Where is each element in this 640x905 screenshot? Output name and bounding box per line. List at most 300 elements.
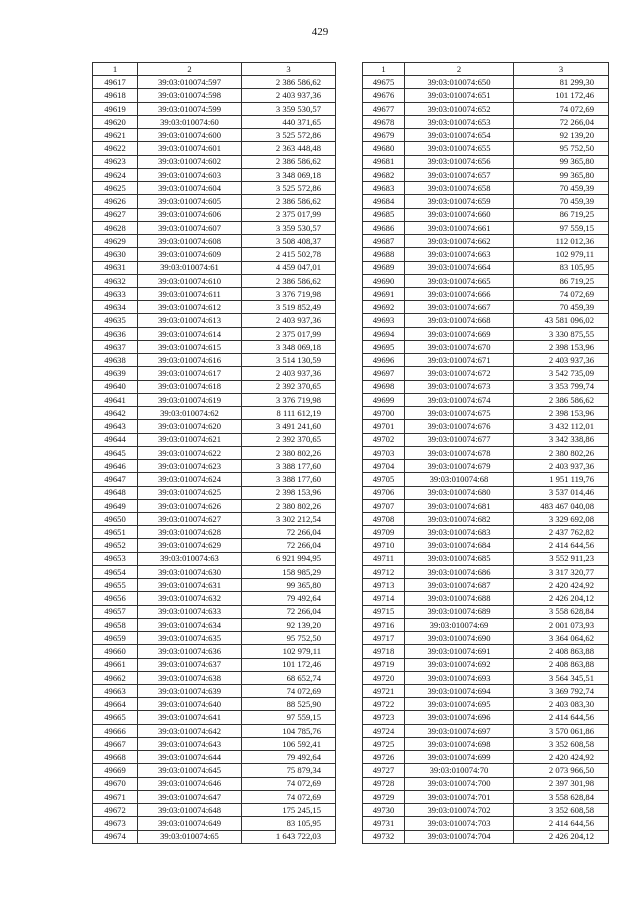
cadastral-number: 39:03:010074:654	[405, 129, 514, 142]
table-row	[93, 618, 336, 631]
cadastral-number: 39:03:010074:639	[138, 685, 242, 698]
table-row	[93, 804, 336, 817]
row-number: 49635	[93, 314, 138, 327]
cadastral-number: 39:03:010074:648	[138, 804, 242, 817]
row-number: 49629	[93, 235, 138, 248]
cadastral-number: 39:03:010074:645	[138, 764, 242, 777]
cadastral-value: 70 459,39	[514, 182, 609, 195]
table-row	[93, 367, 336, 380]
table-row	[93, 129, 336, 142]
row-number: 49630	[93, 248, 138, 261]
table-row	[93, 790, 336, 803]
cadastral-value: 2 073 966,50	[514, 764, 609, 777]
cadastral-value: 2 375 017,99	[242, 208, 336, 221]
table-row	[363, 76, 609, 89]
cadastral-value: 92 139,20	[242, 618, 336, 631]
cadastral-value: 483 467 040,08	[514, 499, 609, 512]
cadastral-value: 175 245,15	[242, 804, 336, 817]
cadastral-value: 2 001 073,93	[514, 618, 609, 631]
cadastral-value: 3 329 692,08	[514, 512, 609, 525]
row-number: 49695	[363, 340, 405, 353]
cadastral-number: 39:03:010074:684	[405, 539, 514, 552]
cadastral-value: 3 564 345,51	[514, 671, 609, 684]
cadastral-value: 2 414 644,56	[514, 539, 609, 552]
table-row	[363, 499, 609, 512]
cadastral-number: 39:03:010074:631	[138, 579, 242, 592]
cadastral-number: 39:03:010074:610	[138, 274, 242, 287]
cadastral-number: 39:03:010074:614	[138, 327, 242, 340]
row-number: 49699	[363, 393, 405, 406]
row-number: 49708	[363, 512, 405, 525]
row-number: 49730	[363, 804, 405, 817]
table-row	[93, 817, 336, 830]
cadastral-number: 39:03:010074:690	[405, 632, 514, 645]
table-row	[363, 380, 609, 393]
cadastral-number: 39:03:010074:642	[138, 724, 242, 737]
row-number: 49623	[93, 155, 138, 168]
table-row	[93, 685, 336, 698]
cadastral-number: 39:03:010074:603	[138, 168, 242, 181]
row-number: 49715	[363, 605, 405, 618]
cadastral-value: 3 525 572,86	[242, 129, 336, 142]
cadastral-value: 2 386 586,62	[242, 76, 336, 89]
row-number: 49659	[93, 632, 138, 645]
table-row	[93, 208, 336, 221]
cadastral-value: 95 752,50	[242, 632, 336, 645]
row-number: 49628	[93, 221, 138, 234]
table-row	[363, 195, 609, 208]
cadastral-value: 2 386 586,62	[514, 393, 609, 406]
table-row	[363, 565, 609, 578]
cadastral-value: 2 363 448,48	[242, 142, 336, 155]
cadastral-number: 39:03:010074:686	[405, 565, 514, 578]
cadastral-number: 39:03:010074:65	[138, 830, 242, 843]
table-row	[363, 460, 609, 473]
table-row	[363, 182, 609, 195]
row-number: 49726	[363, 751, 405, 764]
table-row	[363, 764, 609, 777]
table-row	[93, 671, 336, 684]
table-row	[93, 526, 336, 539]
table-row	[363, 155, 609, 168]
row-number: 49670	[93, 777, 138, 790]
cadastral-value: 70 459,39	[514, 195, 609, 208]
table-row	[363, 473, 609, 486]
cadastral-number: 39:03:010074:702	[405, 804, 514, 817]
cadastral-value: 4 459 047,01	[242, 261, 336, 274]
cadastral-number: 39:03:010074:650	[405, 76, 514, 89]
cadastral-number: 39:03:010074:625	[138, 486, 242, 499]
table-row	[363, 512, 609, 525]
table-row	[93, 579, 336, 592]
cadastral-number: 39:03:010074:660	[405, 208, 514, 221]
table-row	[93, 102, 336, 115]
cadastral-value: 2 398 153,96	[514, 340, 609, 353]
cadastral-number: 39:03:010074:697	[405, 724, 514, 737]
table-row	[93, 380, 336, 393]
cadastral-value: 2 420 424,92	[514, 751, 609, 764]
table-row	[363, 711, 609, 724]
cadastral-number: 39:03:010074:619	[138, 393, 242, 406]
row-number: 49676	[363, 89, 405, 102]
row-number: 49729	[363, 790, 405, 803]
cadastral-number: 39:03:010074:657	[405, 168, 514, 181]
row-number: 49702	[363, 433, 405, 446]
row-number: 49621	[93, 129, 138, 142]
cadastral-number: 39:03:010074:704	[405, 830, 514, 843]
cadastral-number: 39:03:010074:665	[405, 274, 514, 287]
row-number: 49666	[93, 724, 138, 737]
cadastral-number: 39:03:010074:637	[138, 658, 242, 671]
cadastral-number: 39:03:010074:629	[138, 539, 242, 552]
cadastral-number: 39:03:010074:687	[405, 579, 514, 592]
cadastral-number: 39:03:010074:616	[138, 354, 242, 367]
cadastral-value: 3 359 530,57	[242, 221, 336, 234]
row-number: 49617	[93, 76, 138, 89]
cadastral-number: 39:03:010074:600	[138, 129, 242, 142]
row-number: 49662	[93, 671, 138, 684]
cadastral-value: 3 369 792,74	[514, 685, 609, 698]
row-number: 49660	[93, 645, 138, 658]
cadastral-value: 2 403 937,36	[514, 354, 609, 367]
cadastral-value: 2 408 863,88	[514, 658, 609, 671]
table-row	[93, 407, 336, 420]
table-row	[93, 830, 336, 843]
cadastral-number: 39:03:010074:663	[405, 248, 514, 261]
cadastral-number: 39:03:010074:601	[138, 142, 242, 155]
table-row	[93, 433, 336, 446]
row-number: 49717	[363, 632, 405, 645]
row-number: 49709	[363, 526, 405, 539]
cadastral-value: 440 371,65	[242, 115, 336, 128]
cadastral-number: 39:03:010074:698	[405, 737, 514, 750]
cadastral-value: 3 348 069,18	[242, 168, 336, 181]
row-number: 49620	[93, 115, 138, 128]
cadastral-number: 39:03:010074:646	[138, 777, 242, 790]
cadastral-number: 39:03:010074:689	[405, 605, 514, 618]
row-number: 49686	[363, 221, 405, 234]
table-row	[93, 235, 336, 248]
row-number: 49706	[363, 486, 405, 499]
cadastral-value: 3 552 911,23	[514, 552, 609, 565]
table-row	[93, 354, 336, 367]
row-number: 49672	[93, 804, 138, 817]
row-number: 49711	[363, 552, 405, 565]
cadastral-value: 74 072,69	[242, 685, 336, 698]
cadastral-value: 2 426 204,12	[514, 592, 609, 605]
table-row	[93, 539, 336, 552]
cadastral-value: 2 380 802,26	[242, 446, 336, 459]
row-number: 49712	[363, 565, 405, 578]
table-row	[93, 737, 336, 750]
cadastral-value: 81 299,30	[514, 76, 609, 89]
row-number: 49627	[93, 208, 138, 221]
cadastral-value: 2 375 017,99	[242, 327, 336, 340]
row-number: 49718	[363, 645, 405, 658]
cadastral-number: 39:03:010074:703	[405, 817, 514, 830]
cadastral-value: 3 570 061,86	[514, 724, 609, 737]
row-number: 49731	[363, 817, 405, 830]
cadastral-number: 39:03:010074:649	[138, 817, 242, 830]
cadastral-number: 39:03:010074:630	[138, 565, 242, 578]
cadastral-number: 39:03:010074:658	[405, 182, 514, 195]
row-number: 49663	[93, 685, 138, 698]
table-row	[363, 327, 609, 340]
row-number: 49675	[363, 76, 405, 89]
row-number: 49624	[93, 168, 138, 181]
table-row	[363, 539, 609, 552]
table-row	[93, 751, 336, 764]
cadastral-value: 104 785,76	[242, 724, 336, 737]
cadastral-number: 39:03:010074:661	[405, 221, 514, 234]
right-cadastral-table	[362, 62, 609, 844]
cadastral-value: 2 398 153,96	[514, 407, 609, 420]
cadastral-value: 2 403 083,30	[514, 698, 609, 711]
table-row	[93, 115, 336, 128]
cadastral-number: 39:03:010074:681	[405, 499, 514, 512]
table-row	[363, 235, 609, 248]
cadastral-value: 3 388 177,60	[242, 460, 336, 473]
cadastral-value: 3 348 069,18	[242, 340, 336, 353]
row-number: 49671	[93, 790, 138, 803]
table-row	[363, 830, 609, 843]
cadastral-number: 39:03:010074:622	[138, 446, 242, 459]
row-number: 49697	[363, 367, 405, 380]
cadastral-number: 39:03:010074:643	[138, 737, 242, 750]
cadastral-value: 99 365,80	[514, 168, 609, 181]
table-row	[93, 777, 336, 790]
cadastral-value: 2 420 424,92	[514, 579, 609, 592]
table-row	[93, 155, 336, 168]
cadastral-number: 39:03:010074:599	[138, 102, 242, 115]
table-row	[93, 552, 336, 565]
table-row	[363, 579, 609, 592]
cadastral-number: 39:03:010074:69	[405, 618, 514, 631]
table-header-row	[363, 63, 609, 76]
cadastral-number: 39:03:010074:699	[405, 751, 514, 764]
table-row	[363, 340, 609, 353]
table-row	[363, 433, 609, 446]
table-header-row	[93, 63, 336, 76]
row-number: 49684	[363, 195, 405, 208]
table-row	[93, 248, 336, 261]
cadastral-value: 2 380 802,26	[514, 446, 609, 459]
cadastral-number: 39:03:010074:672	[405, 367, 514, 380]
table-row	[93, 698, 336, 711]
row-number: 49725	[363, 737, 405, 750]
column-header: 1	[363, 63, 405, 76]
table-row	[363, 552, 609, 565]
table-row	[363, 698, 609, 711]
cadastral-number: 39:03:010074:691	[405, 645, 514, 658]
left-cadastral-table	[92, 62, 336, 844]
cadastral-number: 39:03:010074:700	[405, 777, 514, 790]
cadastral-number: 39:03:010074:659	[405, 195, 514, 208]
cadastral-value: 97 559,15	[242, 711, 336, 724]
cadastral-value: 3 558 628,84	[514, 790, 609, 803]
row-number: 49655	[93, 579, 138, 592]
table-row	[363, 817, 609, 830]
table-row	[93, 592, 336, 605]
row-number: 49650	[93, 512, 138, 525]
cadastral-number: 39:03:010074:608	[138, 235, 242, 248]
table-row	[363, 407, 609, 420]
cadastral-value: 158 985,29	[242, 565, 336, 578]
cadastral-number: 39:03:010074:606	[138, 208, 242, 221]
cadastral-number: 39:03:010074:620	[138, 420, 242, 433]
cadastral-value: 1 951 119,76	[514, 473, 609, 486]
row-number: 49651	[93, 526, 138, 539]
table-row	[363, 129, 609, 142]
row-number: 49690	[363, 274, 405, 287]
table-row	[93, 327, 336, 340]
cadastral-number: 39:03:010074:677	[405, 433, 514, 446]
cadastral-value: 3 353 799,74	[514, 380, 609, 393]
table-row	[363, 261, 609, 274]
row-number: 49680	[363, 142, 405, 155]
cadastral-value: 74 072,69	[242, 790, 336, 803]
cadastral-number: 39:03:010074:688	[405, 592, 514, 605]
table-row	[93, 605, 336, 618]
cadastral-number: 39:03:010074:667	[405, 301, 514, 314]
table-row	[363, 632, 609, 645]
row-number: 49685	[363, 208, 405, 221]
cadastral-number: 39:03:010074:617	[138, 367, 242, 380]
cadastral-value: 92 139,20	[514, 129, 609, 142]
cadastral-number: 39:03:010074:636	[138, 645, 242, 658]
row-number: 49642	[93, 407, 138, 420]
cadastral-value: 3 542 735,09	[514, 367, 609, 380]
table-row	[93, 764, 336, 777]
row-number: 49679	[363, 129, 405, 142]
cadastral-value: 3 376 719,98	[242, 393, 336, 406]
column-header: 2	[138, 63, 242, 76]
cadastral-value: 2 408 863,88	[514, 645, 609, 658]
row-number: 49661	[93, 658, 138, 671]
table-row	[363, 287, 609, 300]
cadastral-number: 39:03:010074:607	[138, 221, 242, 234]
page-number: 429	[311, 26, 329, 38]
cadastral-number: 39:03:010074:624	[138, 473, 242, 486]
table-row	[363, 605, 609, 618]
cadastral-number: 39:03:010074:678	[405, 446, 514, 459]
cadastral-value: 102 979,11	[514, 248, 609, 261]
cadastral-value: 74 072,69	[514, 102, 609, 115]
cadastral-value: 2 437 762,82	[514, 526, 609, 539]
row-number: 49667	[93, 737, 138, 750]
cadastral-value: 3 342 338,86	[514, 433, 609, 446]
cadastral-value: 3 388 177,60	[242, 473, 336, 486]
cadastral-value: 2 415 502,78	[242, 248, 336, 261]
cadastral-value: 2 403 937,36	[242, 367, 336, 380]
cadastral-number: 39:03:010074:634	[138, 618, 242, 631]
cadastral-value: 112 012,36	[514, 235, 609, 248]
cadastral-number: 39:03:010074:668	[405, 314, 514, 327]
table-row	[93, 182, 336, 195]
cadastral-number: 39:03:010074:60	[138, 115, 242, 128]
row-number: 49705	[363, 473, 405, 486]
row-number: 49634	[93, 301, 138, 314]
table-row	[363, 168, 609, 181]
row-number: 49723	[363, 711, 405, 724]
cadastral-value: 95 752,50	[514, 142, 609, 155]
cadastral-number: 39:03:010074:676	[405, 420, 514, 433]
cadastral-value: 97 559,15	[514, 221, 609, 234]
cadastral-value: 83 105,95	[242, 817, 336, 830]
row-number: 49728	[363, 777, 405, 790]
cadastral-number: 39:03:010074:670	[405, 340, 514, 353]
cadastral-value: 2 386 586,62	[242, 195, 336, 208]
row-number: 49622	[93, 142, 138, 155]
table-row	[93, 486, 336, 499]
cadastral-value: 75 879,34	[242, 764, 336, 777]
cadastral-number: 39:03:010074:611	[138, 287, 242, 300]
row-number: 49633	[93, 287, 138, 300]
cadastral-value: 1 643 722,03	[242, 830, 336, 843]
table-row	[363, 724, 609, 737]
table-row	[363, 618, 609, 631]
table-row	[93, 76, 336, 89]
row-number: 49677	[363, 102, 405, 115]
row-number: 49643	[93, 420, 138, 433]
cadastral-value: 3 537 014,46	[514, 486, 609, 499]
cadastral-number: 39:03:010074:70	[405, 764, 514, 777]
table-row	[363, 804, 609, 817]
row-number: 49631	[93, 261, 138, 274]
cadastral-value: 72 266,04	[242, 526, 336, 539]
table-row	[363, 486, 609, 499]
row-number: 49673	[93, 817, 138, 830]
table-row	[93, 274, 336, 287]
table-row	[363, 301, 609, 314]
row-number: 49714	[363, 592, 405, 605]
cadastral-value: 2 414 644,56	[514, 711, 609, 724]
row-number: 49644	[93, 433, 138, 446]
row-number: 49724	[363, 724, 405, 737]
row-number: 49674	[93, 830, 138, 843]
cadastral-value: 86 719,25	[514, 208, 609, 221]
column-header: 1	[93, 63, 138, 76]
row-number: 49689	[363, 261, 405, 274]
cadastral-number: 39:03:010074:653	[405, 115, 514, 128]
table-row	[93, 314, 336, 327]
row-number: 49637	[93, 340, 138, 353]
cadastral-value: 3 376 719,98	[242, 287, 336, 300]
cadastral-number: 39:03:010074:685	[405, 552, 514, 565]
cadastral-value: 2 403 937,36	[514, 460, 609, 473]
cadastral-value: 99 365,80	[514, 155, 609, 168]
cadastral-number: 39:03:010074:662	[405, 235, 514, 248]
row-number: 49707	[363, 499, 405, 512]
cadastral-number: 39:03:010074:62	[138, 407, 242, 420]
cadastral-value: 2 398 153,96	[242, 486, 336, 499]
cadastral-number: 39:03:010074:679	[405, 460, 514, 473]
table-row	[93, 724, 336, 737]
row-number: 49722	[363, 698, 405, 711]
row-number: 49632	[93, 274, 138, 287]
row-number: 49669	[93, 764, 138, 777]
cadastral-number: 39:03:010074:674	[405, 393, 514, 406]
table-row	[363, 89, 609, 102]
cadastral-value: 72 266,04	[514, 115, 609, 128]
cadastral-number: 39:03:010074:598	[138, 89, 242, 102]
row-number: 49657	[93, 605, 138, 618]
cadastral-value: 99 365,80	[242, 579, 336, 592]
row-number: 49647	[93, 473, 138, 486]
table-row	[363, 314, 609, 327]
row-number: 49691	[363, 287, 405, 300]
cadastral-value: 2 392 370,65	[242, 433, 336, 446]
